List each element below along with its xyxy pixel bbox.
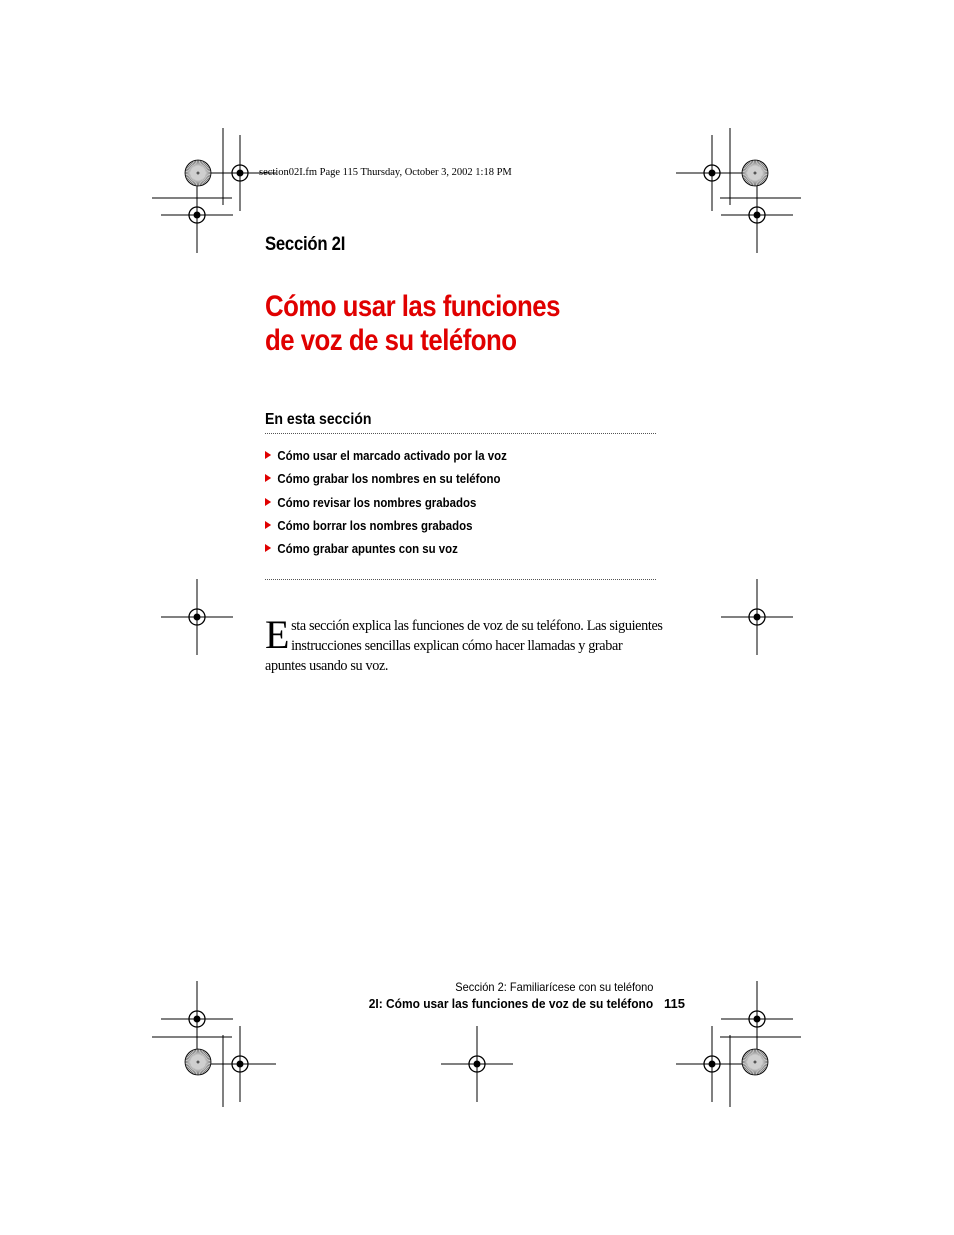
registration-mark-icon (721, 981, 793, 1057)
triangle-right-icon (265, 474, 271, 482)
section-label: Sección 2I (265, 234, 346, 255)
registration-mark-icon (161, 579, 233, 655)
toc-item (265, 516, 507, 539)
toc-bottom-divider (265, 579, 656, 580)
toc-top-divider (265, 433, 656, 434)
toc-item-label: Cómo borrar los nombres grabados (277, 517, 473, 533)
toc-item-label: Cómo grabar apuntes con su voz (277, 541, 458, 557)
toc-heading: En esta sección (265, 411, 372, 428)
triangle-right-icon (265, 544, 271, 552)
toc-item-label: Cómo revisar los nombres grabados (277, 494, 477, 510)
drop-cap: E (265, 612, 290, 657)
toc-list (265, 446, 540, 562)
starburst-icon (185, 160, 211, 186)
chapter-title (265, 290, 560, 358)
registration-mark-icon (721, 177, 793, 253)
page-number: 115 (664, 996, 685, 1011)
toc-item-label: Cómo usar el marcado activado por la voz (277, 448, 507, 463)
registration-mark-icon (676, 135, 748, 211)
chapter-title-line-1: Cómo usar las funciones (265, 290, 560, 323)
registration-mark-icon (161, 981, 233, 1057)
chapter-title-line-2: de voz de su teléfono (265, 324, 517, 357)
triangle-right-icon (265, 451, 271, 459)
starburst-icon (742, 1049, 768, 1075)
toc-item (265, 446, 507, 469)
starburst-icon (185, 1049, 211, 1075)
footer-chapter-name: 2I: Cómo usar las funciones de voz de su teléfono (368, 996, 653, 1011)
intro-text: sta sección explica las funciones de voz de su teléfono. Las siguientes instrucciones sencillas explican cómo hacer llamadas y grabar apuntes usando su voz. (265, 618, 663, 674)
registration-mark-icon (441, 1026, 513, 1102)
starburst-icon (742, 160, 768, 186)
print-slug-line: section02I.fm Page 115 Thursday, October 3, 2002 1:18 PM (259, 167, 512, 178)
registration-mark-icon (721, 579, 793, 655)
toc-item (265, 539, 507, 562)
triangle-right-icon (265, 521, 271, 529)
registration-mark-icon (161, 177, 233, 253)
toc-item-label: Cómo grabar los nombres en su teléfono (277, 471, 501, 487)
triangle-right-icon (265, 498, 271, 506)
intro-paragraph (265, 612, 663, 676)
footer-section-name: Sección 2: Familiarícese con su teléfono (454, 980, 653, 994)
toc-item (265, 493, 507, 516)
toc-item (265, 469, 507, 492)
